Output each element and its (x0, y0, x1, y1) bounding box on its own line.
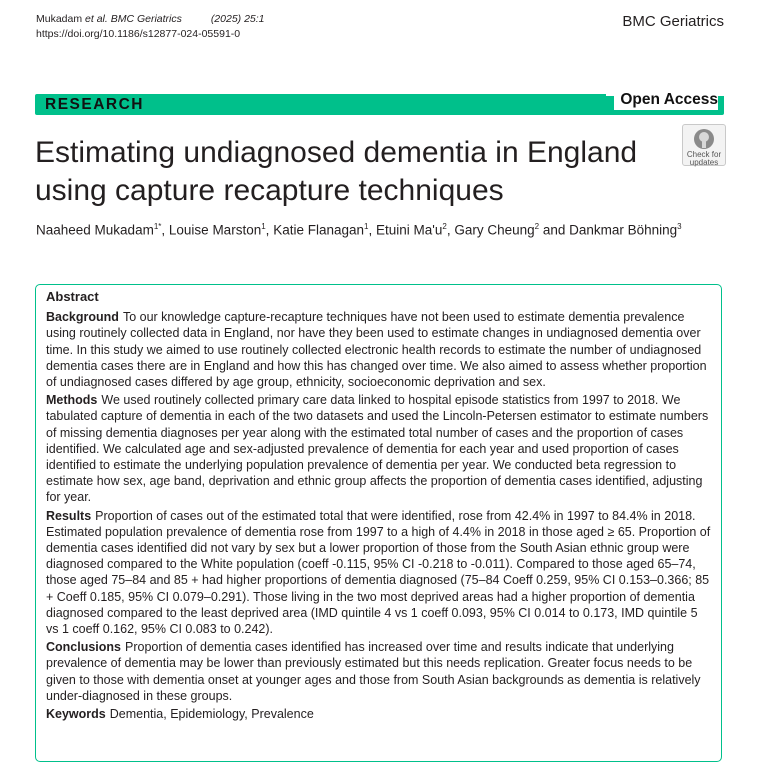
author-separator: , (161, 222, 169, 238)
doi-link[interactable]: https://doi.org/10.1186/s12877-024-05591-0 (36, 28, 241, 40)
abstract-keywords (46, 706, 712, 722)
badge-line1: Check for (686, 150, 722, 159)
crossmark-icon (693, 128, 715, 150)
abstract-methods (46, 392, 712, 505)
author-list (36, 222, 682, 238)
article-title: Estimating undiagnosed dementia in England using capture recapture techniques (35, 136, 638, 207)
check-for-updates-button[interactable] (682, 124, 726, 166)
author-affiliation: 1 (261, 222, 266, 231)
keywords-label: Keywords (46, 707, 106, 722)
badge-line2: updates (689, 158, 719, 167)
methods-text: We used routinely collected primary care data linked to hospital episode statistics from 1997 to 2018. We tabulated capture of dementia in each of the two datasets and used the Lincoln-Petersen estimator to estimate numbers of missing dementia diagnoses per year along with the estimated total number of cases and the proportion of cases identified. We calculated age and sex-adjusted prevalence of dementia for each year and used proportion of cases identified to estimate the underlying population prevalence of dementia per year. We conducted beta regression to estimate how sex, age band, deprivation and ethnic group affects the proportion of dementia cases identified, adjusting for year. (46, 393, 709, 505)
author-affiliation: 1 (364, 222, 369, 231)
author-affiliation: 2 (534, 222, 540, 231)
author-affiliation: 3 (677, 222, 682, 231)
conclusions-label: Conclusions (46, 640, 122, 655)
journal-name: BMC Geriatrics (622, 13, 724, 30)
background-text: To our knowledge capture-recapture techniques have not been used to estimate dementia prevalence using routinely collected data in England, nor have they been used to estimate changes in undiagnosed dementia over time. In this study we aimed to use routinely collected electronic health records to estimate the number of undiagnosed dementia cases there are in England and how this has changed over time. We also aimed to assess whether proportion of undiagnosed cases differed by age group, ethnicity, socioeconomic deprivation and sex. (46, 310, 707, 390)
citation-author: Mukadam (36, 13, 83, 25)
open-access-label: Open Access (614, 90, 718, 110)
author-separator: , (446, 222, 455, 238)
results-text: Proportion of cases out of the estimated total that were identified, rose from 42.4% in 1997 to 84.4% in 2018. Estimated population prevalence of dementia rose from 1997 to a high of 4.4% in 2018 in those aged ≥ 65. Proportion of dementia cases identified did not vary by sex but a lower proportion of those from the South Asian ethnic group were diagnosed compared to the White population (coeff -0.115, 95% CI -0.218 to -0.011). Compared to those aged 65–74, those aged 75–84 and 85 + had higher proportions of dementia diagnosed (75–84 Coeff 0.259, 95% CI 0.153–0.366; 85 + Coeff 0.185, 95% CI 0.079–0.291). Those living in the two most deprived areas had a higher proportion of dementia diagnosed compared to the least deprived area (IMD quintile 4 vs 1 coeff 0.093, 95% CI 0.014 to 0.173, IMD quintile 5 vs 1 coeff 0.162, 95% CI 0.083 to 0.242). (46, 508, 711, 637)
author[interactable]: Katie Flanagan (273, 222, 365, 238)
abstract-heading: Abstract (46, 289, 99, 304)
abstract-results (46, 508, 712, 638)
results-label: Results (46, 508, 92, 523)
conclusions-text: Proportion of dementia cases identified has increased over time and results indicate that underlying prevalence of dementia may be lower than previously estimated but this needs replication. Greater focus needs to be given to those with dementia onset at younger ages and those from South Asian backgrounds as dementia is relatively under-diagnosed in these groups. (46, 640, 701, 703)
background-label: Background (46, 310, 119, 325)
article-type-label: RESEARCH (45, 96, 144, 113)
author-affiliation: 2 (442, 222, 447, 231)
citation-journal: et al. BMC Geriatrics (85, 13, 182, 25)
abstract-conclusions (46, 639, 712, 704)
author[interactable]: Louise Marston (168, 222, 262, 238)
author-separator: and (539, 222, 570, 238)
author[interactable]: Dankmar Böhning (569, 222, 678, 238)
abstract-background (46, 309, 712, 390)
header-citation (36, 12, 265, 42)
article-type-band (35, 91, 724, 115)
abstract-box (35, 284, 722, 762)
author[interactable]: Naaheed Mukadam (36, 222, 154, 238)
keywords-text: Dementia, Epidemiology, Prevalence (109, 707, 314, 722)
author-affiliation: 1* (153, 222, 162, 231)
methods-label: Methods (46, 393, 98, 408)
author[interactable]: Gary Cheung (454, 222, 535, 238)
author[interactable]: Etuini Ma'u (375, 222, 443, 238)
citation-volume: (2025) 25:1 (210, 13, 265, 25)
author-separator: , (265, 222, 274, 238)
author-separator: , (368, 222, 376, 238)
